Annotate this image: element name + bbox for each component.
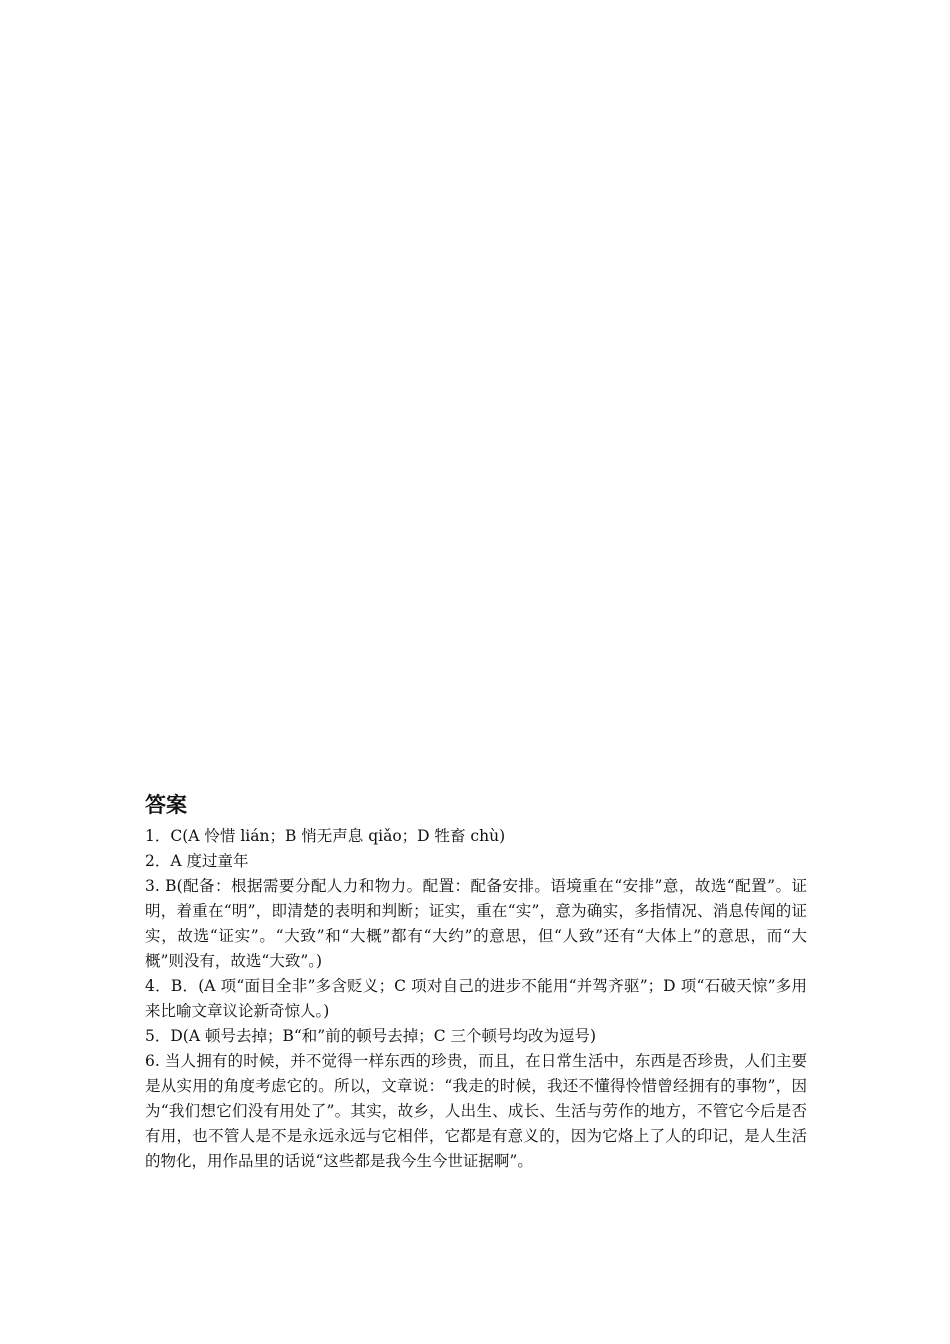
answer-item-5: 5．D(A 顿号去掉；B“和”前的顿号去掉；C 三个顿号均改为逗号) [145, 1027, 597, 1045]
answers-section [145, 790, 807, 1174]
answer-item-3: 3. B(配备：根据需要分配人力和物力。配置：配备安排。语境重在“安排”意，故选“配置”。证明，着重在“明”，即清楚的表明和判断；证实，重在“实”，意为确实，多指情况、消息传闻的证实，故选“证实”。“大致”和“大概”都有“大约”的意思，但“人致”还有“大体上”的意思，而“大概”则没有，故选“大致”。) [145, 877, 807, 970]
answers-heading: 答案 [145, 793, 187, 817]
answer-item-1: 1．C(A 怜惜 lián；B 悄无声息 qiǎo；D 牲畜 chù) [145, 827, 506, 845]
answer-item-6: 6. 当人拥有的时候，并不觉得一样东西的珍贵，而且，在日常生活中，东西是否珍贵，人们主要是从实用的角度考虑它的。所以，文章说：“我走的时候，我还不懂得怜惜曾经拥有的事物”，因为“我们想它们没有用处了”。其实，故乡，人出生、成长、生活与劳作的地方，不管它今后是否有用，也不管人是不是永远永远与它相伴，它都是有意义的，因为它烙上了人的印记，是人生活的物化，用作品里的话说“这些都是我今生今世证据啊”。 [145, 1052, 807, 1170]
answer-item-2: 2．A 度过童年 [145, 852, 249, 870]
answer-item-4: 4．B．(A 项“面目全非”多含贬义；C 项对自己的进步不能用“并驾齐驱”；D 项“石破天惊”多用来比喻文章议论新奇惊人。) [145, 977, 807, 1020]
